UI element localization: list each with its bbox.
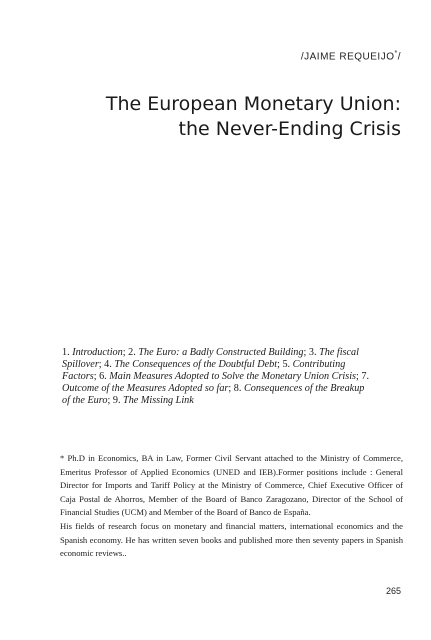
author-name: /JAIME REQUEIJO	[300, 51, 395, 63]
footnote-bio: * Ph.D in Economics, BA in Law, Former Civil Servant attached to the Ministry of Commerce, Emeritus Professor of Applied Economics (UNED and IEB).Former positions include : General Director for Imports and Tariff Policy at the Ministry of Commerce, Chief Executive Officer of Caja Postal de Ahorros, Member of the Board of Banco Zaragozano, Director of the School of Financial Studies (UCM) and Member of the Board of Banco de España.	[60, 453, 403, 518]
author-footnote	[60, 452, 403, 561]
toc-number: ; 2.	[122, 347, 139, 358]
toc-number: ; 3.	[303, 347, 320, 358]
toc-item: The fiscal Spillover	[62, 347, 359, 370]
toc-number: ; 7.	[356, 371, 370, 382]
title-line-2: the Never-Ending Crisis	[178, 118, 401, 140]
footnote-marker: *	[394, 50, 398, 57]
author-byline	[301, 50, 401, 62]
toc-item: Introduction	[72, 347, 123, 358]
page-number: 265	[385, 586, 401, 596]
toc-number: ; 4.	[98, 359, 115, 370]
toc-number: ; 5.	[277, 359, 293, 370]
title-line-1: The European Monetary Union:	[105, 93, 401, 115]
article-title	[61, 92, 401, 142]
toc-item: The Consequences of the Doubtful Debt	[114, 359, 278, 370]
toc-item: Main Measures Adopted to Solve the Monetary Union Crisis	[109, 371, 357, 382]
toc-item: Consequences of the Breakup of the Euro	[62, 383, 365, 406]
toc-number: ; 9.	[107, 395, 124, 406]
footnote-research: His fields of research focus on monetary and financial matters, international economics and the Spanish economy. He has written seven books and published more then seventy papers in Spanish economic reviews..	[60, 520, 403, 559]
author-suffix: /	[397, 51, 401, 63]
toc-number: 1.	[62, 347, 73, 358]
toc-item: Contributing Factors	[62, 359, 346, 382]
toc-item: The Euro: a Badly Constructed Building	[138, 347, 304, 358]
toc-number: ; 8.	[228, 383, 244, 394]
toc-item: Outcome of the Measures Adopted so far	[62, 383, 229, 394]
table-of-contents	[62, 347, 372, 407]
toc-item: The Missing Link	[123, 395, 194, 406]
toc-number: ; 6.	[93, 371, 110, 382]
